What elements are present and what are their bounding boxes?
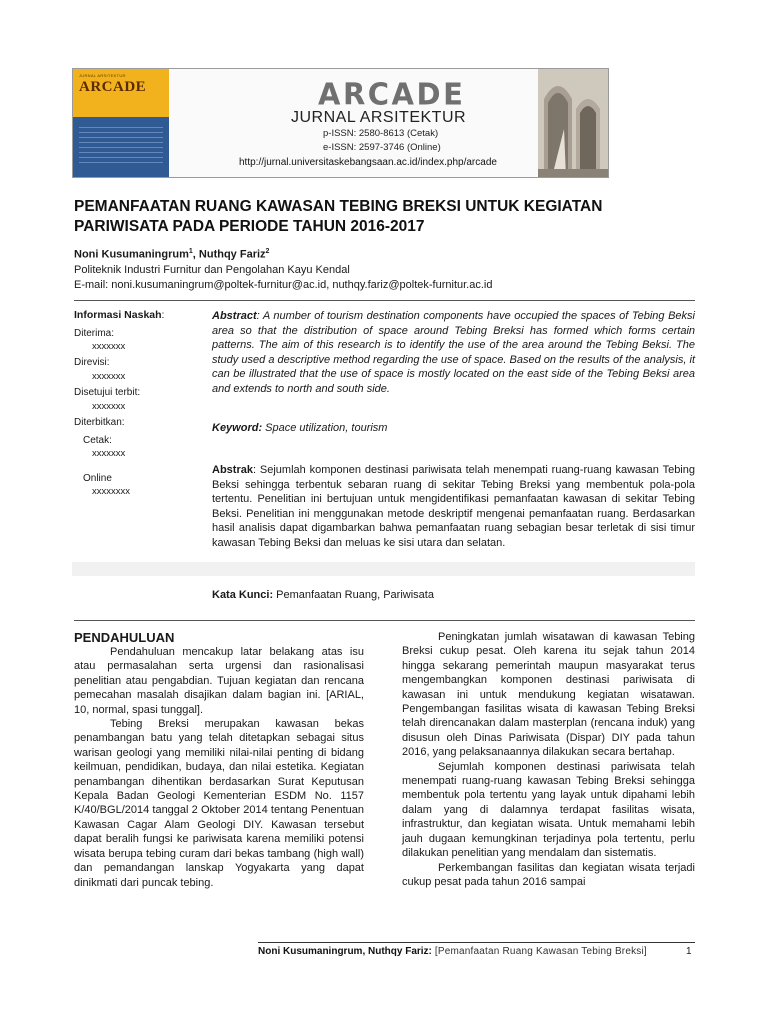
online-value: xxxxxxxx (92, 486, 130, 497)
running-footer (258, 946, 647, 957)
author-2: Nuthqy Fariz (198, 248, 266, 261)
body-column-left (74, 645, 364, 890)
header-divider (74, 300, 695, 301)
arcade-photo (538, 69, 608, 177)
arcade-illustration (538, 69, 608, 177)
author-separator: , (192, 248, 199, 261)
paragraph: Perkembangan fasilitas dan kegiatan wisata terjadi cukup pesat pada tahun 2016 sampai (402, 861, 695, 888)
paragraph: Tebing Breksi merupakan kawasan bekas penambangan batu yang telah ditetapkan sebagai situs warisan geologi yang memiliki nilai-nilai penting di bidang keilmuan, pendidikan, budaya, dan nilai estetika. Kegiatan penambangan dihentikan berdasarkan Surat Keputusan Kepala Badan Geologi Kementerian ESDM No. 1157 K/40/BGL/2014 tanggal 2 Oktober 2014 tentang Penentuan Kawasan Cagar Alam Geologi DIY. Kawasan tersebut dapat beralih fungsi ke pariwisata karena memiliki potensi wisata berupa tebing curam dari bekas tambang (high wall) dan pemandangan lanskap Yogyakarta yang dapat dinikmati dari puncak tebing. (74, 718, 364, 889)
approved-value: xxxxxxx (92, 401, 126, 412)
keyword-text: Space utilization, tourism (262, 422, 388, 434)
article-info-heading (74, 309, 164, 321)
author-1: Noni Kusumaningrum (74, 248, 189, 261)
paragraph: Sejumlah komponen destinasi pariwisata telah menempati ruang-ruang kawasan Tebing Breksi sehingga membentuk pola tertentu yang layak untuk dipahami lebih dalam yang di dalamnya terdapat fasilitas wisata, infrastruktur, dan kegiatan wisata. Untuk memahami lebih jauh dugaan kemungkinan terjadinya pola tertentu, perlu dilakukan penelitian yang mendalam dan sistematis. (402, 760, 695, 860)
abstract-shade (72, 562, 695, 576)
section-heading: PENDAHULUAN (74, 630, 175, 645)
footer-title: [Pemanfaatan Ruang Kawasan Tebing Breksi] (431, 946, 647, 957)
article-info-heading-text: Informasi Naskah (74, 309, 162, 321)
journal-logo: ARCADE (318, 76, 466, 112)
paragraph: Peningkatan jumlah wisatawan di kawasan Tebing Breksi cukup pesat. Oleh karena itu sejak tahun 2014 hingga sekarang pemerintah maupun masyarakat terus mengembangkan komponen destinasi pariwisata di kawasan ini untuk mendukung kegiatan wisatawan. Pengembangan fasilitas wisata di kawasan Tebing Breksi telah direncanakan dalam masterplan (rencana induk) yang disusun oleh Dinas Pariwisata (Dispar) DIY pada tahun 2016, yang pelaksanaannya dilakukan secara bertahap. (402, 631, 695, 759)
kata-kunci-label: Kata Kunci: (212, 589, 274, 601)
print-value: xxxxxxx (92, 448, 126, 459)
issn-print: p-ISSN: 2580-8613 (Cetak) (323, 128, 439, 139)
title-line-1: PEMANFAATAN RUANG KAWASAN TEBING BREKSI UNTUK KEGIATAN (74, 198, 603, 215)
abstract-body: : A number of tourism destination components have occupied the spaces of Tebing Beksi area so that the distribution of space around Tebing Breksi has formed which forms certain patterns. The aim of this research is to identify the use of the area around the Tebing Beksi. The study used a descriptive method regarding the use of space. Based on the results of the analysis, it can be illustrated that the use of space is mostly located on the east side of the Tebing Beksi area and extends to north and south side. (212, 310, 695, 395)
body-column-right (402, 630, 695, 889)
author-email: E-mail: noni.kusumaningrum@poltek-furnitur@ac.id, nuthqy.fariz@poltek-furnitur.ac.id (74, 279, 493, 291)
journal-name: JURNAL ARSITEKTUR (291, 109, 467, 126)
affiliation: Politeknik Industri Furnitur dan Pengolahan Kayu Kendal (74, 264, 350, 276)
online-label: Online (83, 473, 112, 484)
paragraph: Pendahuluan mencakup latar belakang atas isu atau permasalahan serta urgensi dan rasionalisasi penelitian atau pengabdian. Tujuan kegiatan dan rencana pemecahan masalah disajikan dalam bagian ini. [ARIAL, 10, normal, spasi tunggal]. (74, 646, 364, 716)
journal-banner (72, 68, 609, 178)
keywords-english (212, 422, 387, 434)
revised-label: Direvisi: (74, 357, 110, 368)
received-value: xxxxxxx (92, 341, 126, 352)
abstract-label: Abstract (212, 310, 257, 322)
kata-kunci-text: Pemanfaatan Ruang, Pariwisata (273, 589, 434, 601)
issn-online: e-ISSN: 2597-3746 (Online) (323, 142, 441, 153)
print-label: Cetak: (83, 435, 112, 446)
abstract-english-text (212, 309, 695, 397)
journal-url[interactable]: http://jurnal.universitaskebangsaan.ac.id/index.php/arcade (239, 157, 497, 168)
article-info-colon: : (161, 309, 165, 321)
abstrak-label: Abstrak (212, 464, 253, 476)
author-2-sup: 2 (265, 248, 270, 255)
cover-subtitle: JURNAL ARSITEKTUR (79, 73, 126, 78)
abstract-indonesian (212, 463, 695, 551)
cover-title: ARCADE (79, 79, 147, 95)
received-label: Diterima: (74, 328, 115, 339)
published-label: Diterbitkan: (74, 417, 125, 428)
paper-title (74, 197, 714, 237)
footer-authors: Noni Kusumaningrum, Nuthqy Fariz: (258, 946, 432, 957)
page-number: 1 (686, 946, 692, 957)
footer-divider (258, 942, 695, 943)
approved-label: Disetujui terbit: (74, 387, 141, 398)
abstract-english (212, 309, 695, 397)
journal-cover-image (73, 69, 169, 177)
author-1-sup: 1 (188, 248, 193, 255)
abstract-divider (74, 620, 695, 621)
keywords-indonesian (212, 589, 434, 601)
cover-pattern (79, 127, 163, 167)
abstrak-body: : Sejumlah komponen destinasi pariwisata telah menempati ruang-ruang kawasan Tebing Beksi sehingga terbentuk sebaran ruang di sekitar Tebing Breksi yang membentuk pola-pola tertentu. Penelitian ini bertujuan untuk mengidentifikasi pemanfaatan kawasan di sekitar Tebing Beksi. Penelitian ini menggunakan metode deskriptif mengenai pemanfaatan ruang. Berdasarkan hasil analisis dapat digambarkan bahwa pemanfaatan ruang sebagian besar terletak di sisi timur kawasan Tebing Beksi dan meluas ke sisi utara dan selatan. (212, 464, 695, 549)
authors (74, 248, 269, 261)
keyword-label: Keyword: (212, 422, 263, 434)
title-line-2: PARIWISATA PADA PERIODE TAHUN 2016-2017 (74, 218, 425, 235)
revised-value: xxxxxxx (92, 371, 126, 382)
